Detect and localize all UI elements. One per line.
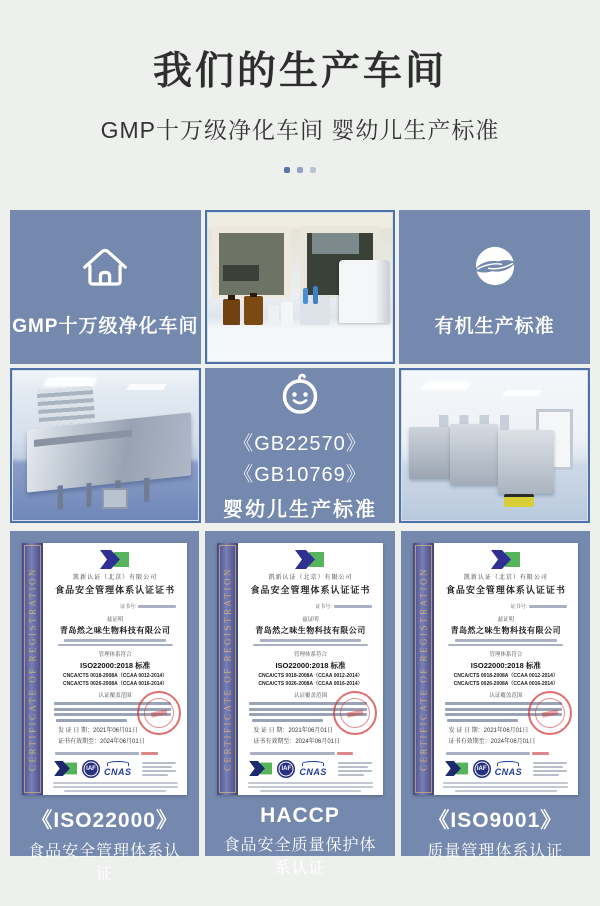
scope-label: 认证覆盖范围 <box>293 693 327 699</box>
fine-print <box>245 782 375 792</box>
scope-label: 认证覆盖范围 <box>98 693 132 699</box>
red-stamp <box>137 691 181 735</box>
certificate-iso22000 <box>10 531 199 883</box>
kcb-logo-icon <box>249 761 273 776</box>
valid-date: 证书有效期至：2024年06月01日 <box>253 738 341 745</box>
cnca-line: CNCA/CTS 0018-2008A（CCAA 0012-2014） <box>258 673 363 679</box>
page-title: 我们的生产车间 <box>152 50 447 93</box>
cert-no-value <box>529 605 567 608</box>
carousel-dots <box>0 167 600 173</box>
caption-title: HACCP <box>260 804 340 827</box>
red-stamp <box>333 691 377 735</box>
lab-photo <box>205 210 396 364</box>
hereby-label: 兹证明 <box>106 617 124 623</box>
feature-label: GMP十万级净化车间 <box>12 315 199 337</box>
clean-room-photo <box>399 368 590 523</box>
pipette-rack <box>300 295 330 325</box>
certifier-name: 凯新认证（北京）有限公司 <box>463 575 548 581</box>
header <box>0 0 600 173</box>
ceiling-light <box>502 390 544 396</box>
ceiling-light <box>43 378 96 386</box>
carousel-dot[interactable] <box>297 167 303 173</box>
accreditation-text <box>142 762 176 776</box>
page-subtitle: GMP十万级净化车间 婴幼儿生产标准 <box>100 117 500 143</box>
roller-machine <box>450 424 499 484</box>
accreditation-logos <box>50 760 180 778</box>
certifier-name: 凯新认证（北京）有限公司 <box>73 575 158 581</box>
address-line <box>448 644 563 647</box>
certificate-document <box>217 543 382 795</box>
white-bottle <box>281 302 292 326</box>
standard-line: 《GB22570》 <box>233 433 367 455</box>
fume-hood-left <box>212 226 290 298</box>
production-line-photo <box>10 368 201 523</box>
ceiling-light <box>126 384 167 390</box>
iaf-logo-icon: IAF <box>277 760 295 778</box>
sidebar-vertical-text: CERTIFICATE OF REGISTRATION <box>27 567 38 771</box>
accreditation-text <box>338 762 372 776</box>
ceiling-light <box>421 382 471 389</box>
feature-tile-organic <box>399 210 590 364</box>
white-bottle <box>268 305 279 326</box>
system-line: 管理体系符合 <box>489 652 523 658</box>
certificate-body <box>238 543 382 795</box>
roller-machine <box>498 430 554 493</box>
caption-title: 《ISO22000》 <box>31 809 178 832</box>
iaf-logo-icon: IAF <box>473 760 491 778</box>
cnas-logo-icon: CNAS <box>299 761 327 777</box>
house-icon <box>76 237 134 295</box>
certificate-caption <box>217 795 382 878</box>
system-line: 管理体系符合 <box>98 652 132 658</box>
feature-tile-gmp <box>10 210 201 364</box>
cert-no-label: 证书号: <box>315 604 332 610</box>
certificate-caption <box>22 795 187 884</box>
certified-company: 青岛然之味生物科技有限公司 <box>450 626 562 635</box>
cnas-logo-icon: CNAS <box>495 761 523 777</box>
cnca-line: CNCA/CTS 0026-2008A（CCAA 0016-2014） <box>258 681 363 687</box>
certificate-document <box>413 543 578 795</box>
issue-date: 发 证 日 期：2021年06月01日 <box>448 727 529 734</box>
certificate-body <box>434 543 578 795</box>
certifier-name: 凯新认证（北京）有限公司 <box>268 575 353 581</box>
kcb-logo-icon <box>54 761 78 776</box>
certifier-k-logo <box>100 550 130 569</box>
hopper <box>37 386 95 426</box>
certificate-title: 食品安全管理体系认证证书 <box>250 585 371 595</box>
certificate-haccp <box>205 531 394 877</box>
feature-label: 婴幼儿生产标准 <box>222 499 377 521</box>
feature-label: 有机生产标准 <box>434 315 555 337</box>
note-line <box>441 752 571 755</box>
hereby-label: 兹证明 <box>302 617 319 623</box>
certified-company: 青岛然之味生物科技有限公司 <box>255 626 366 635</box>
cert-no-label: 证书号: <box>119 604 137 610</box>
cnas-logo-icon: CNAS <box>104 761 132 777</box>
cert-no-label: 证书号: <box>510 604 527 610</box>
carousel-dot-active[interactable] <box>284 167 290 173</box>
note-line <box>50 752 180 755</box>
sidebar-vertical-text: CERTIFICATE OF REGISTRATION <box>418 567 429 771</box>
certificate-sidebar <box>22 543 43 795</box>
toolbox <box>504 494 534 508</box>
accreditation-logos <box>441 760 571 778</box>
certificate-sidebar <box>413 543 434 795</box>
fine-print <box>50 782 180 792</box>
cnca-line: CNCA/CTS 0026-2008A（CCAA 0016-2014） <box>63 681 168 687</box>
address-line <box>253 644 368 647</box>
credit-code-line <box>455 639 557 642</box>
standard-line: 《GB10769》 <box>233 464 367 486</box>
cnca-line: CNCA/CTS 0018-2008A（CCAA 0012-2014） <box>453 673 558 679</box>
standard-name: ISO22000:2018 标准 <box>275 661 346 670</box>
address-line <box>58 644 173 647</box>
carousel-dot[interactable] <box>310 167 316 173</box>
roller-machine <box>409 427 454 478</box>
stool <box>102 488 128 509</box>
note-line <box>245 752 375 755</box>
lab-instrument <box>339 260 389 323</box>
issue-date: 发 证 日 期：2021年06月01日 <box>253 727 334 734</box>
sidebar-vertical-text: CERTIFICATE OF REGISTRATION <box>222 567 233 771</box>
certifier-k-logo <box>491 550 521 569</box>
issue-date: 发 证 日 期：2021年06月01日 <box>58 727 138 734</box>
valid-date: 证书有效期至：2024年06月01日 <box>448 738 536 745</box>
scope-label: 认证覆盖范围 <box>489 693 523 699</box>
caption-title: 《ISO9001》 <box>428 809 563 832</box>
kcb-logo-icon <box>445 761 469 776</box>
credit-code-line <box>64 639 166 642</box>
credit-code-line <box>260 639 362 642</box>
accreditation-text <box>533 762 567 776</box>
amber-bottle <box>244 296 263 325</box>
fine-print <box>441 782 571 792</box>
caption-subtitle: 质量管理体系认证 <box>427 843 564 860</box>
caption-subtitle: 食品安全管理体系认证 <box>28 843 182 883</box>
caption-subtitle: 食品安全质量保护体系认证 <box>223 837 377 877</box>
iaf-logo-icon: IAF <box>82 760 100 778</box>
organic-leaf-icon <box>466 237 524 295</box>
red-stamp <box>528 691 572 735</box>
cert-no-value <box>138 605 176 608</box>
cnca-line: CNCA/CTS 0018-2008A（CCAA 0012-2014） <box>63 673 168 679</box>
valid-date: 证书有效期至：2024年06月01日 <box>58 738 145 745</box>
accreditation-logos <box>245 760 375 778</box>
certificate-title: 食品安全管理体系认证证书 <box>55 585 176 595</box>
amber-bottle <box>223 299 240 325</box>
certifier-k-logo <box>295 550 325 569</box>
standard-name: ISO22000:2018 标准 <box>470 661 541 670</box>
certificate-title: 食品安全管理体系认证证书 <box>445 585 566 595</box>
feature-grid <box>10 210 590 523</box>
feature-tile-infant <box>205 368 396 523</box>
cert-no-value <box>334 605 372 608</box>
system-line: 管理体系符合 <box>293 652 327 658</box>
certificate-sidebar <box>217 543 238 795</box>
certificate-caption <box>413 795 578 861</box>
standard-name: ISO22000:2018 标准 <box>80 661 151 670</box>
certificates-section <box>10 531 590 883</box>
certificate-document <box>22 543 187 795</box>
certified-company: 青岛然之味生物科技有限公司 <box>59 626 171 635</box>
certificate-iso9001 <box>401 531 590 860</box>
certificate-body <box>43 543 187 795</box>
cnca-line: CNCA/CTS 0026-2008A（CCAA 0016-2014） <box>453 681 558 687</box>
hereby-label: 兹证明 <box>497 617 515 623</box>
baby-face-icon <box>275 369 325 419</box>
